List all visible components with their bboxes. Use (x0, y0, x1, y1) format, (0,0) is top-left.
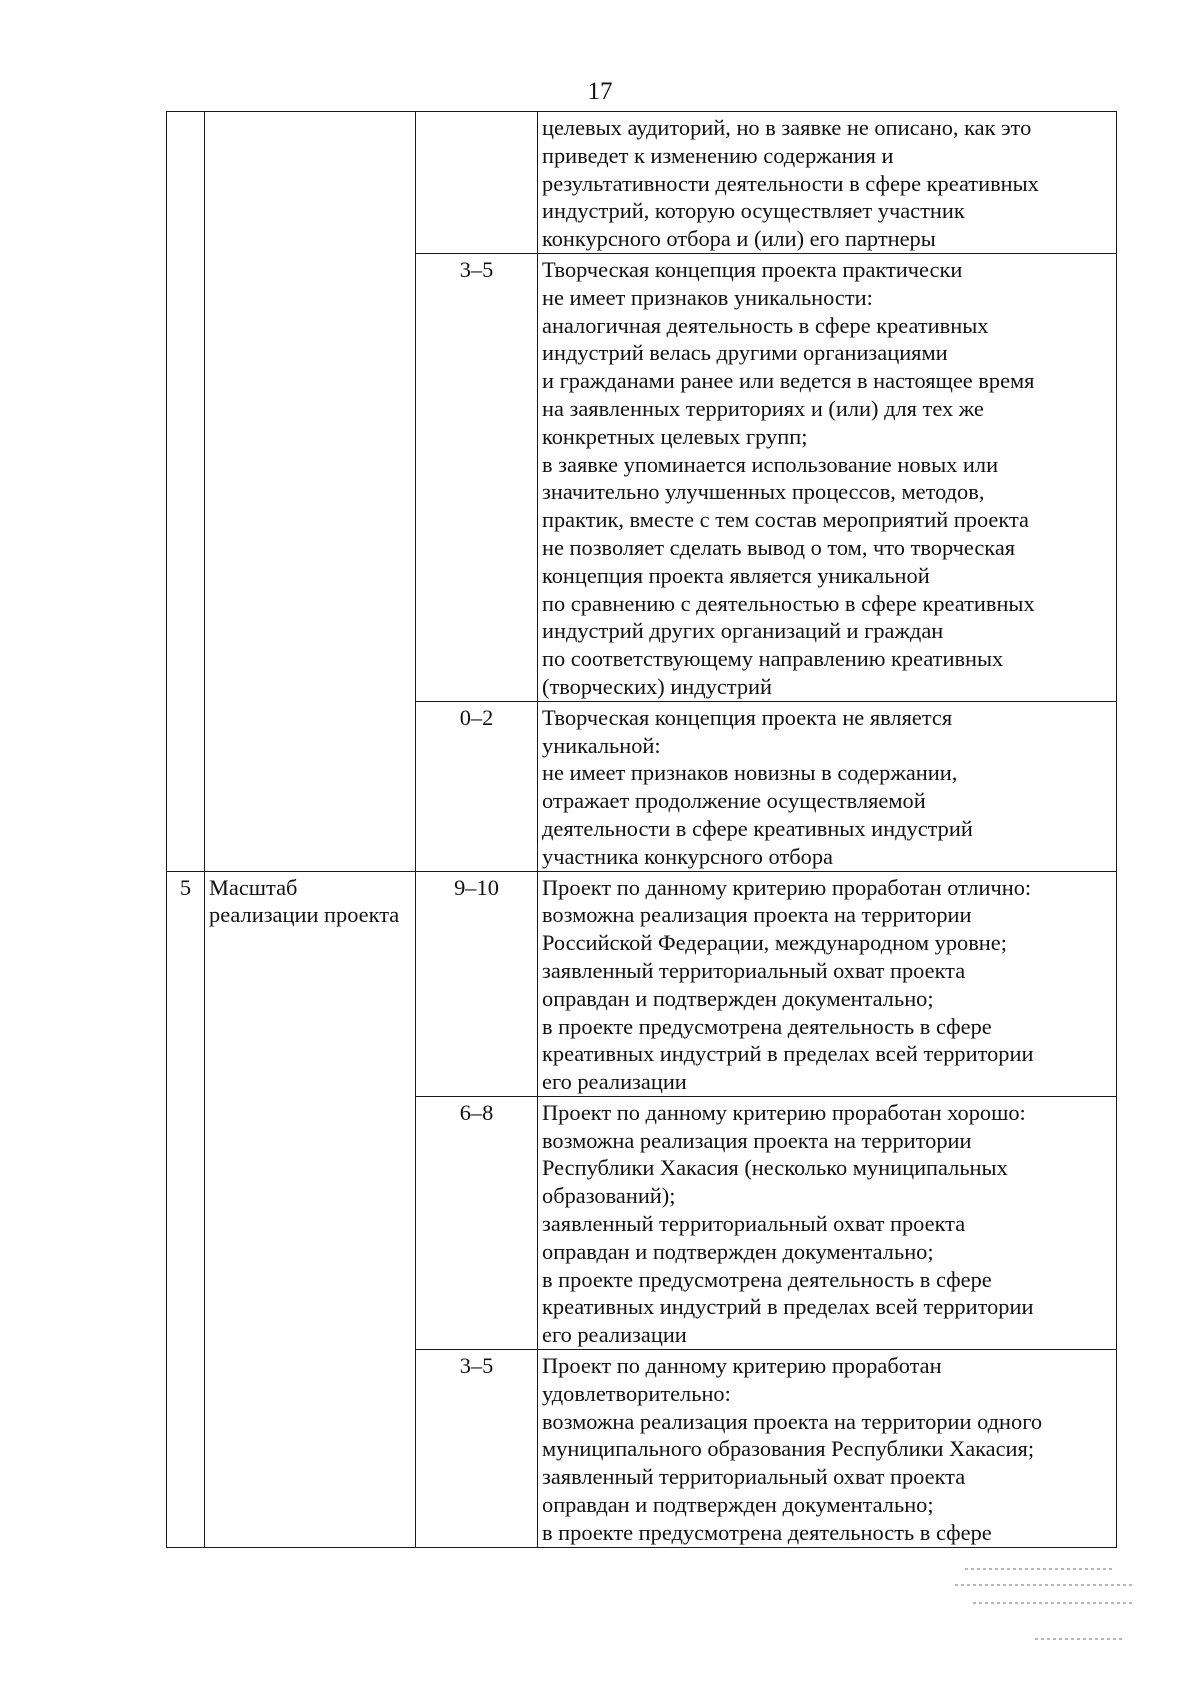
description-cell: Проект по данному критерию проработан отлично: возможна реализация проекта на территории Российской Федерации, международном уровне; заявленный территориальный охват проекта оправдан и подтвержден документально; в проекте предусмотрена деятельность в сфере креативных индустрий в пределах всей территории его реализации (538, 871, 1117, 1096)
criteria-table (166, 111, 1117, 1548)
criterion-name-cell (205, 112, 416, 872)
score-cell: 9–10 (416, 871, 538, 1096)
table-row (167, 112, 1117, 254)
description-cell: Творческая концепция проекта практически не имеет признаков уникальности: аналогичная деятельность в сфере креативных индустрий велась другими организациями и гражданами ранее или ведется в настоящее время на заявленных территориях и (или) для тех же конкретных целевых групп; в заявке упоминается использование новых или значительно улучшенных процессов, методов, практик, вместе с тем состав мероприятий проекта не позволяет сделать вывод о том, что творческая концепция проекта является уникальной по сравнению с деятельностью в сфере креативных индустрий других организаций и граждан по соответствующему направлению креативных (творческих) индустрий (538, 253, 1117, 701)
faded-stamp-mark (955, 1560, 1145, 1650)
score-cell: 6–8 (416, 1096, 538, 1349)
criterion-name-line: Масштаб (209, 874, 298, 900)
criterion-number-cell: 5 (167, 871, 205, 1547)
score-cell: 0–2 (416, 701, 538, 871)
description-cell: Творческая концепция проекта не является уникальной: не имеет признаков новизны в содержании, отражает продолжение осуществляемой деятельности в сфере креативных индустрий участника конкурсного отбора (538, 701, 1117, 871)
criterion-name-line: реализации проекта (209, 902, 400, 928)
criterion-name-cell (205, 871, 416, 1547)
score-cell (416, 112, 538, 254)
score-cell: 3–5 (416, 1350, 538, 1548)
table-row (167, 871, 1117, 1096)
description-cell: Проект по данному критерию проработан хорошо: возможна реализация проекта на территории Республики Хакасия (несколько муниципальных образований); заявленный территориальный охват проекта оправдан и подтвержден документально; в проекте предусмотрена деятельность в сфере креативных индустрий в пределах всей территории его реализации (538, 1096, 1117, 1349)
score-cell: 3–5 (416, 253, 538, 701)
description-cell: целевых аудиторий, но в заявке не описано, как это приведет к изменению содержания и результативности деятельности в сфере креативных индустрий, которую осуществляет участник конкурсного отбора и (или) его партнеры (538, 112, 1117, 254)
page-number: 17 (587, 78, 613, 105)
description-cell: Проект по данному критерию проработан удовлетворительно: возможна реализация проекта на территории одного муниципального образования Республики Хакасия; заявленный территориальный охват проекта оправдан и подтвержден документально; в проекте предусмотрена деятельность в сфере (538, 1350, 1117, 1548)
criterion-number-cell (167, 112, 205, 872)
